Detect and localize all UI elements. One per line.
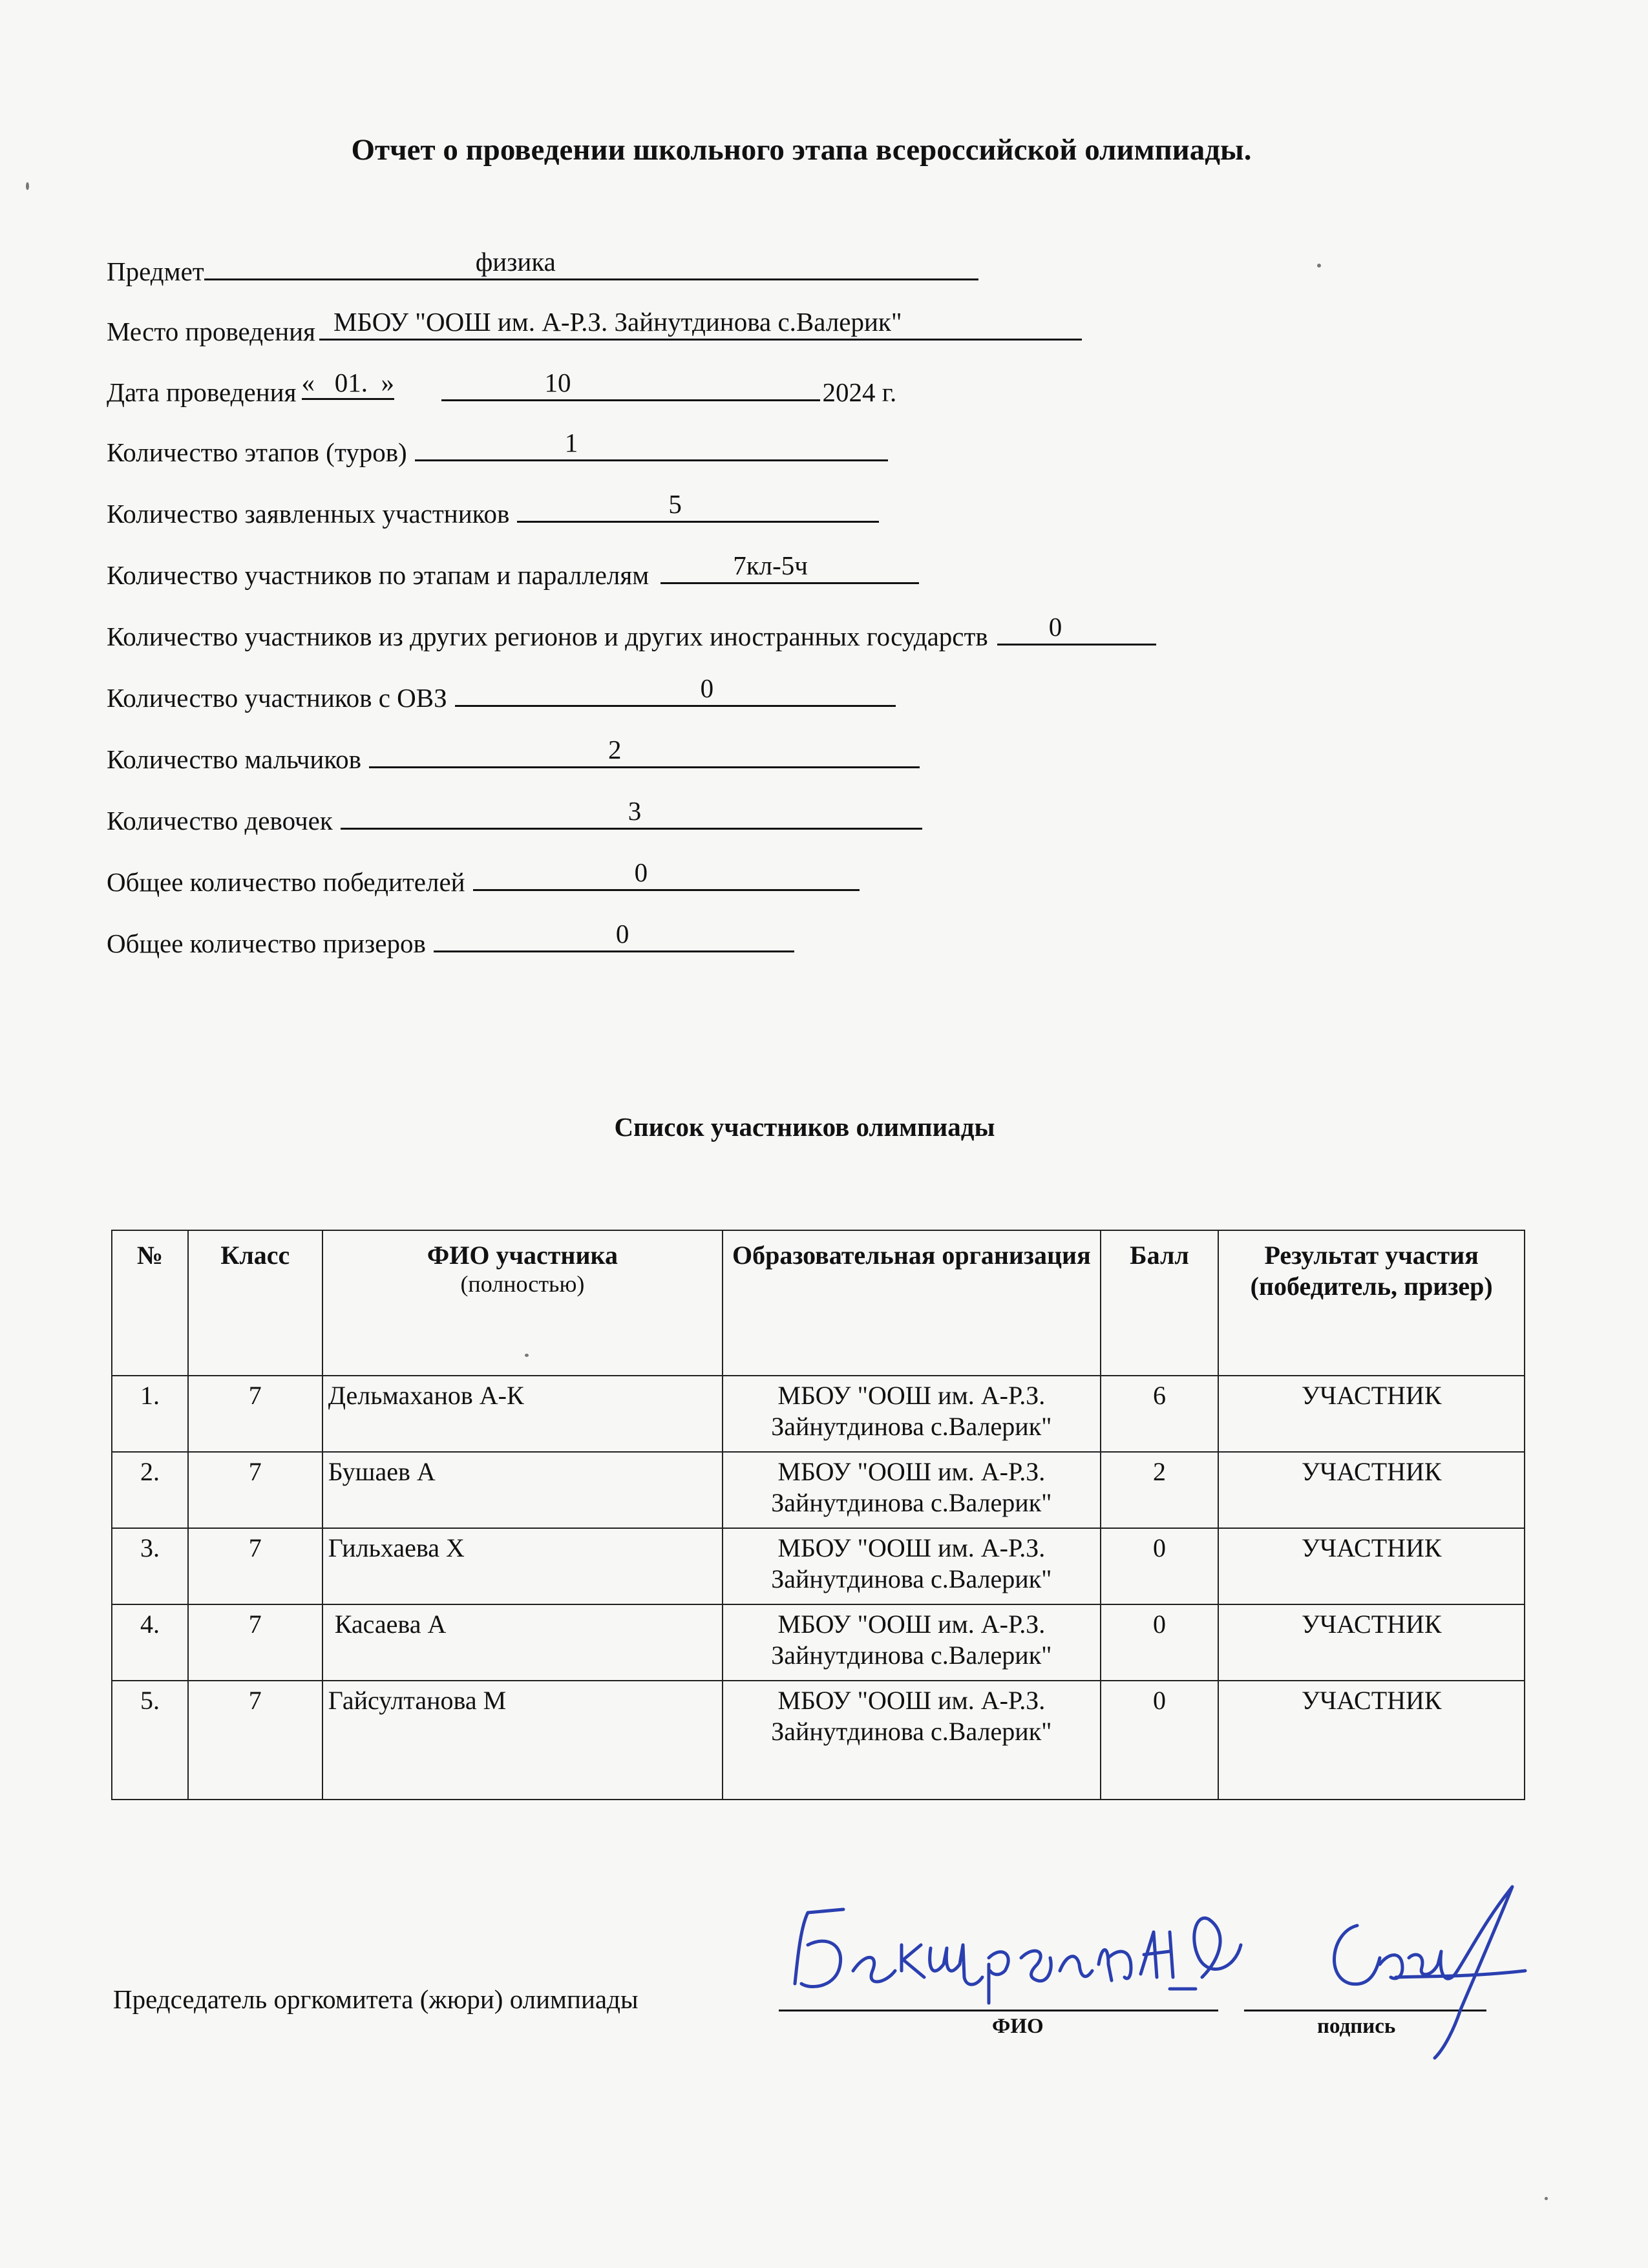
field-declared: [107, 491, 879, 529]
cell-organization: МБОУ "ООШ им. А-Р.З. Зайнутдинова с.Валерик": [723, 1376, 1100, 1452]
cell-result: УЧАСТНИК: [1218, 1604, 1525, 1681]
field-label: Количество этапов (туров): [107, 437, 407, 467]
cell-name: Дельмаханов А-К: [322, 1376, 723, 1452]
header-score: Балл: [1101, 1230, 1219, 1376]
cell-name: Касаева А: [322, 1604, 723, 1681]
fio-caption: ФИО: [992, 2015, 1044, 2038]
cell-organization: МБОУ "ООШ им. А-Р.З. Зайнутдинова с.Валерик": [723, 1528, 1100, 1604]
scan-speck: [26, 182, 29, 190]
field-value: 7кл-5ч: [733, 551, 808, 580]
cell-grade: 7: [188, 1528, 322, 1604]
field-value: 5: [668, 489, 682, 519]
field-value: 1: [564, 428, 578, 457]
field-boys: [107, 737, 920, 775]
field-label: Количество мальчиков: [107, 744, 361, 774]
cell-number: 2.: [112, 1452, 188, 1528]
header-name: ФИО участника (полностью): [322, 1230, 723, 1376]
field-label: Общее количество призеров: [107, 929, 426, 958]
field-winners: [107, 859, 860, 898]
scan-speck: [525, 1354, 529, 1357]
cell-grade: 7: [188, 1681, 322, 1800]
field-label: Количество девочек: [107, 806, 333, 835]
field-label: Предмет: [107, 257, 204, 286]
field-value: 0: [615, 919, 629, 949]
field-girls: [107, 798, 922, 836]
cell-result: УЧАСТНИК: [1218, 1452, 1525, 1528]
field-day-value: « 01. »: [302, 367, 395, 400]
cell-number: 5.: [112, 1681, 188, 1800]
field-label: Количество участников с ОВЗ: [107, 683, 447, 713]
table-row: [112, 1376, 1525, 1452]
table-row: [112, 1681, 1525, 1800]
header-organization: Образовательная организация: [723, 1230, 1100, 1376]
cell-result: УЧАСТНИК: [1218, 1376, 1525, 1452]
table-header-row: [112, 1230, 1525, 1376]
field-value: 3: [628, 796, 642, 826]
field-subject: [107, 249, 978, 287]
signature-caption: подпись: [1317, 2015, 1396, 2038]
cell-score: 2: [1101, 1452, 1219, 1528]
field-label: Общее количество победителей: [107, 867, 465, 897]
cell-organization: МБОУ "ООШ им. А-Р.З. Зайнутдинова с.Валерик": [723, 1681, 1100, 1800]
scan-speck: [1317, 264, 1321, 268]
field-value: 0: [634, 857, 648, 887]
cell-grade: 7: [188, 1604, 322, 1681]
field-value: 0: [1048, 612, 1062, 642]
handwritten-name-signature: [782, 1874, 1273, 2029]
field-label: Место проведения: [107, 317, 315, 346]
header-result: Результат участия (победитель, призер): [1218, 1230, 1525, 1376]
chairman-label: Председатель оргкомитета (жюри) олимпиады: [113, 1984, 639, 2014]
header-grade: Класс: [188, 1230, 322, 1376]
cell-result: УЧАСТНИК: [1218, 1681, 1525, 1800]
table-row: [112, 1452, 1525, 1528]
field-label: Количество участников из других регионов и других иностранных государств: [107, 622, 988, 651]
cell-name: Гильхаева Х: [322, 1528, 723, 1604]
field-value: физика: [475, 247, 556, 277]
field-date: [107, 370, 896, 408]
cell-name: Гайсултанова М: [322, 1681, 723, 1800]
field-by-parallels: [107, 552, 919, 591]
cell-number: 4.: [112, 1604, 188, 1681]
table-row: [112, 1604, 1525, 1681]
field-prize-winners: [107, 921, 794, 959]
cell-score: 0: [1101, 1528, 1219, 1604]
cell-result: УЧАСТНИК: [1218, 1528, 1525, 1604]
cell-score: 6: [1101, 1376, 1219, 1452]
cell-grade: 7: [188, 1452, 322, 1528]
field-value: 0: [700, 673, 714, 703]
field-other-regions: [107, 614, 1156, 652]
cell-number: 1.: [112, 1376, 188, 1452]
cell-score: 0: [1101, 1604, 1219, 1681]
field-value: 2: [607, 735, 622, 764]
cell-name: Бушаев А: [322, 1452, 723, 1528]
field-month-value: 10: [544, 368, 571, 397]
document-title: Отчет о проведении школьного этапа всероссийской олимпиады.: [351, 133, 1252, 167]
cell-organization: МБОУ "ООШ им. А-Р.З. Зайнутдинова с.Валерик": [723, 1452, 1100, 1528]
personal-signature: [1318, 1880, 1532, 2061]
field-ovz: [107, 675, 896, 713]
table-row: [112, 1528, 1525, 1604]
field-stages: [107, 430, 888, 468]
field-label: Количество заявленных участников: [107, 499, 510, 529]
scan-speck: [1545, 2197, 1548, 2200]
field-venue: [107, 309, 1082, 347]
participants-table: [111, 1230, 1525, 1800]
field-label: Дата проведения: [107, 377, 297, 407]
field-label: Количество участников по этапам и параллелям: [107, 560, 650, 590]
cell-grade: 7: [188, 1376, 322, 1452]
cell-organization: МБОУ "ООШ им. А-Р.З. Зайнутдинова с.Валерик": [723, 1604, 1100, 1681]
cell-number: 3.: [112, 1528, 188, 1604]
cell-score: 0: [1101, 1681, 1219, 1800]
participants-list-title: Список участников олимпиады: [614, 1112, 995, 1142]
field-value: МБОУ "ООШ им. А-Р.З. Зайнутдинова с.Валерик": [333, 307, 902, 337]
field-year: 2024 г.: [822, 377, 897, 407]
header-number: №: [112, 1230, 188, 1376]
